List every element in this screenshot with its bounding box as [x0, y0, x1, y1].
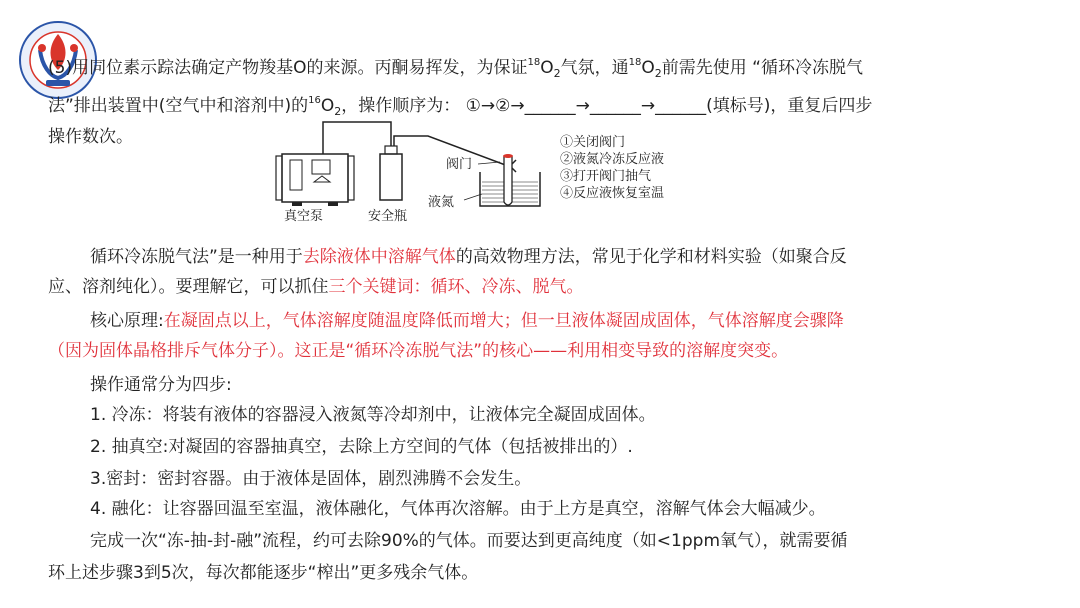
explanation-p2-line2: （因为固体晶格排斥气体分子）。这正是“循环冷冻脱气法”的核心——利用相变导致的溶解度突变。 — [48, 341, 789, 361]
question-line-1: (5)用同位素示踪法确定产物羧基O的来源。丙酮易挥发，为保证$^{18}O_2$气氛，通$^{18}O_2$前需先使用 “循环冷冻脱气 — [48, 57, 863, 80]
explanation-p4: 完成一次“冻-抽-封-融”流程，约可去除90%的气体。而要达到更高纯度（如<1ppm氧气），就需要循 — [90, 531, 848, 551]
apparatus-diagram — [268, 116, 718, 226]
pump-label: 真空泵 — [284, 209, 324, 224]
explanation-p3: 操作通常分为四步: — [90, 375, 232, 395]
step-1: 1. 冷冻：将装有液体的容器浸入液氮等冷却剂中，让液体完全凝固成固体。 — [90, 405, 656, 425]
safety-bottle-icon — [380, 146, 402, 200]
question-line-3: 操作数次。 — [48, 127, 133, 147]
explanation-p1-line2: 应、溶剂纯化）。要理解它，可以抓住三个关键词：循环、冷冻、脱气。 — [48, 277, 584, 297]
option-1: ①关闭阀门 — [560, 135, 626, 150]
step-4: 4. 融化：让容器回温至室温，液体融化，气体再次溶解。由于上方是真空，溶解气体会大幅减少。 — [90, 499, 826, 519]
explanation-p4-line2: 环上述步骤3到5次，每次都能逐步“榨出”更多残余气体。 — [48, 563, 479, 583]
step-3: 3.密封：密封容器。由于液体是固体，剧烈沸腾不会发生。 — [90, 469, 532, 489]
question-number: (5) — [48, 58, 73, 78]
vacuum-pump-icon — [276, 154, 354, 206]
bottle-label: 安全瓶 — [368, 209, 408, 224]
option-3: ③打开阀门抽气 — [560, 169, 652, 184]
nitrogen-label: 液氮 — [428, 195, 455, 210]
liquid-nitrogen-bath-icon — [480, 154, 540, 206]
explanation-p1: 循环冷冻脱气法”是一种用于去除液体中溶解气体的高效物理方法，常见于化学和材料实验（如聚合反 — [90, 247, 847, 267]
explanation-p2: 核心原理:在凝固点以上，气体溶解度随温度降低而增大；但一旦液体凝固成固体，气体溶解度会骤降 — [90, 311, 844, 331]
question-line-2: 法”排出装置中(空气中和溶剂中)的$^{16}O_2$，操作顺序为： ①→②→______→______→______(填标号)，重复后四步 — [48, 95, 873, 118]
option-4: ④反应液恢复室温 — [560, 186, 665, 201]
step-2: 2. 抽真空:对凝固的容器抽真空，去除上方空间的气体（包括被排出的）. — [90, 437, 633, 457]
option-2: ②液氮冷冻反应液 — [560, 152, 665, 167]
valve-label: 阀门 — [446, 157, 473, 172]
